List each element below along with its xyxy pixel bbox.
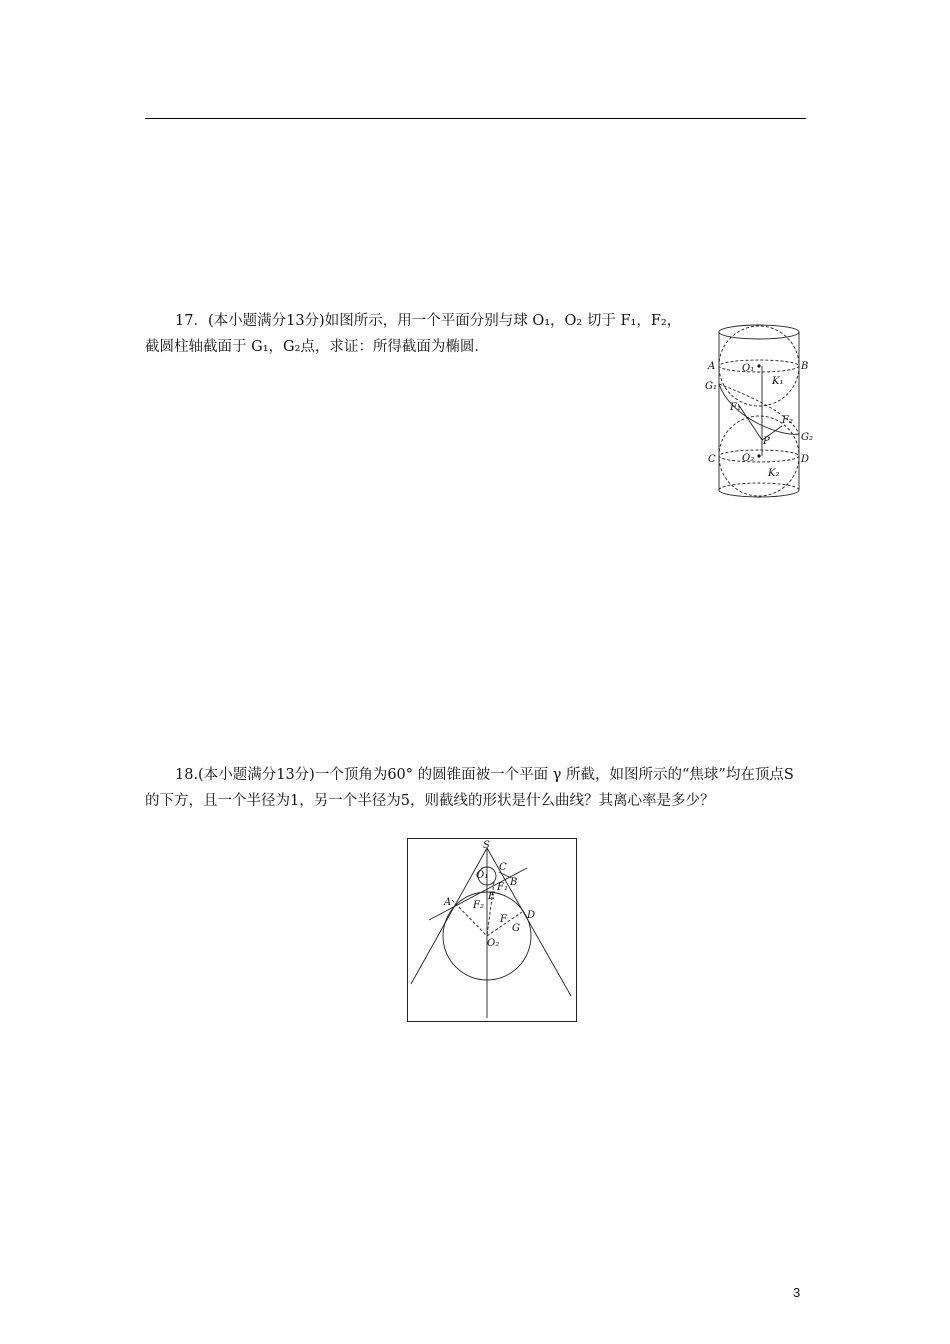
label-b: B [801,361,809,372]
cylinder-sphere-figure [700,322,820,502]
label-a: A [708,361,716,372]
label-c: C [499,862,507,873]
label-f1: F₁ [497,882,508,893]
label-a: A [444,897,452,908]
label-e: E [488,891,496,902]
label-k1: K₁ [772,376,784,387]
label-g2: G₂ [801,432,813,443]
label-g1: G₁ [705,381,717,392]
label-s: S [483,840,490,851]
label-c: C [708,454,716,465]
question-18 [145,762,807,814]
center-o1-dot [757,364,760,367]
label-o2: O₂ [487,938,500,949]
label-f1: F₁ [730,402,741,413]
label-d: D [527,910,536,921]
center-o2-dot [757,454,760,457]
label-g: G [512,923,520,934]
label-k2: K₂ [768,468,780,479]
label-p: P [763,436,770,447]
question-18-text: 18.(本小题满分13分)一个顶角为60° 的圆锥面被一个平面 γ 所截，如图所示的“焦球”均在顶点S的下方，且一个半径为1，另一个半径为5，则截线的形状是什么曲线？其离心率是多少？ [145,767,794,809]
page-number: 3 [793,1285,801,1300]
cone-focal-sphere-figure [407,838,577,1022]
label-b: B [510,877,518,888]
question-17 [145,308,690,360]
question-17-text: 17．(本小题满分13分)如图所示，用一个平面分别与球 O₁，O₂ 切于 F₁，F₂，截圆柱轴截面于 G₁，G₂点，求证：所得截面为椭圆． [145,313,682,355]
label-d: D [801,454,810,465]
label-f: F [500,914,507,925]
label-o1: O₁ [476,870,489,881]
label-f2: F₂ [473,900,484,911]
header-rule [145,118,806,119]
label-o2: O₂ [742,453,755,464]
label-o1: O₁ [742,363,755,374]
label-f2: F₂ [782,415,793,426]
